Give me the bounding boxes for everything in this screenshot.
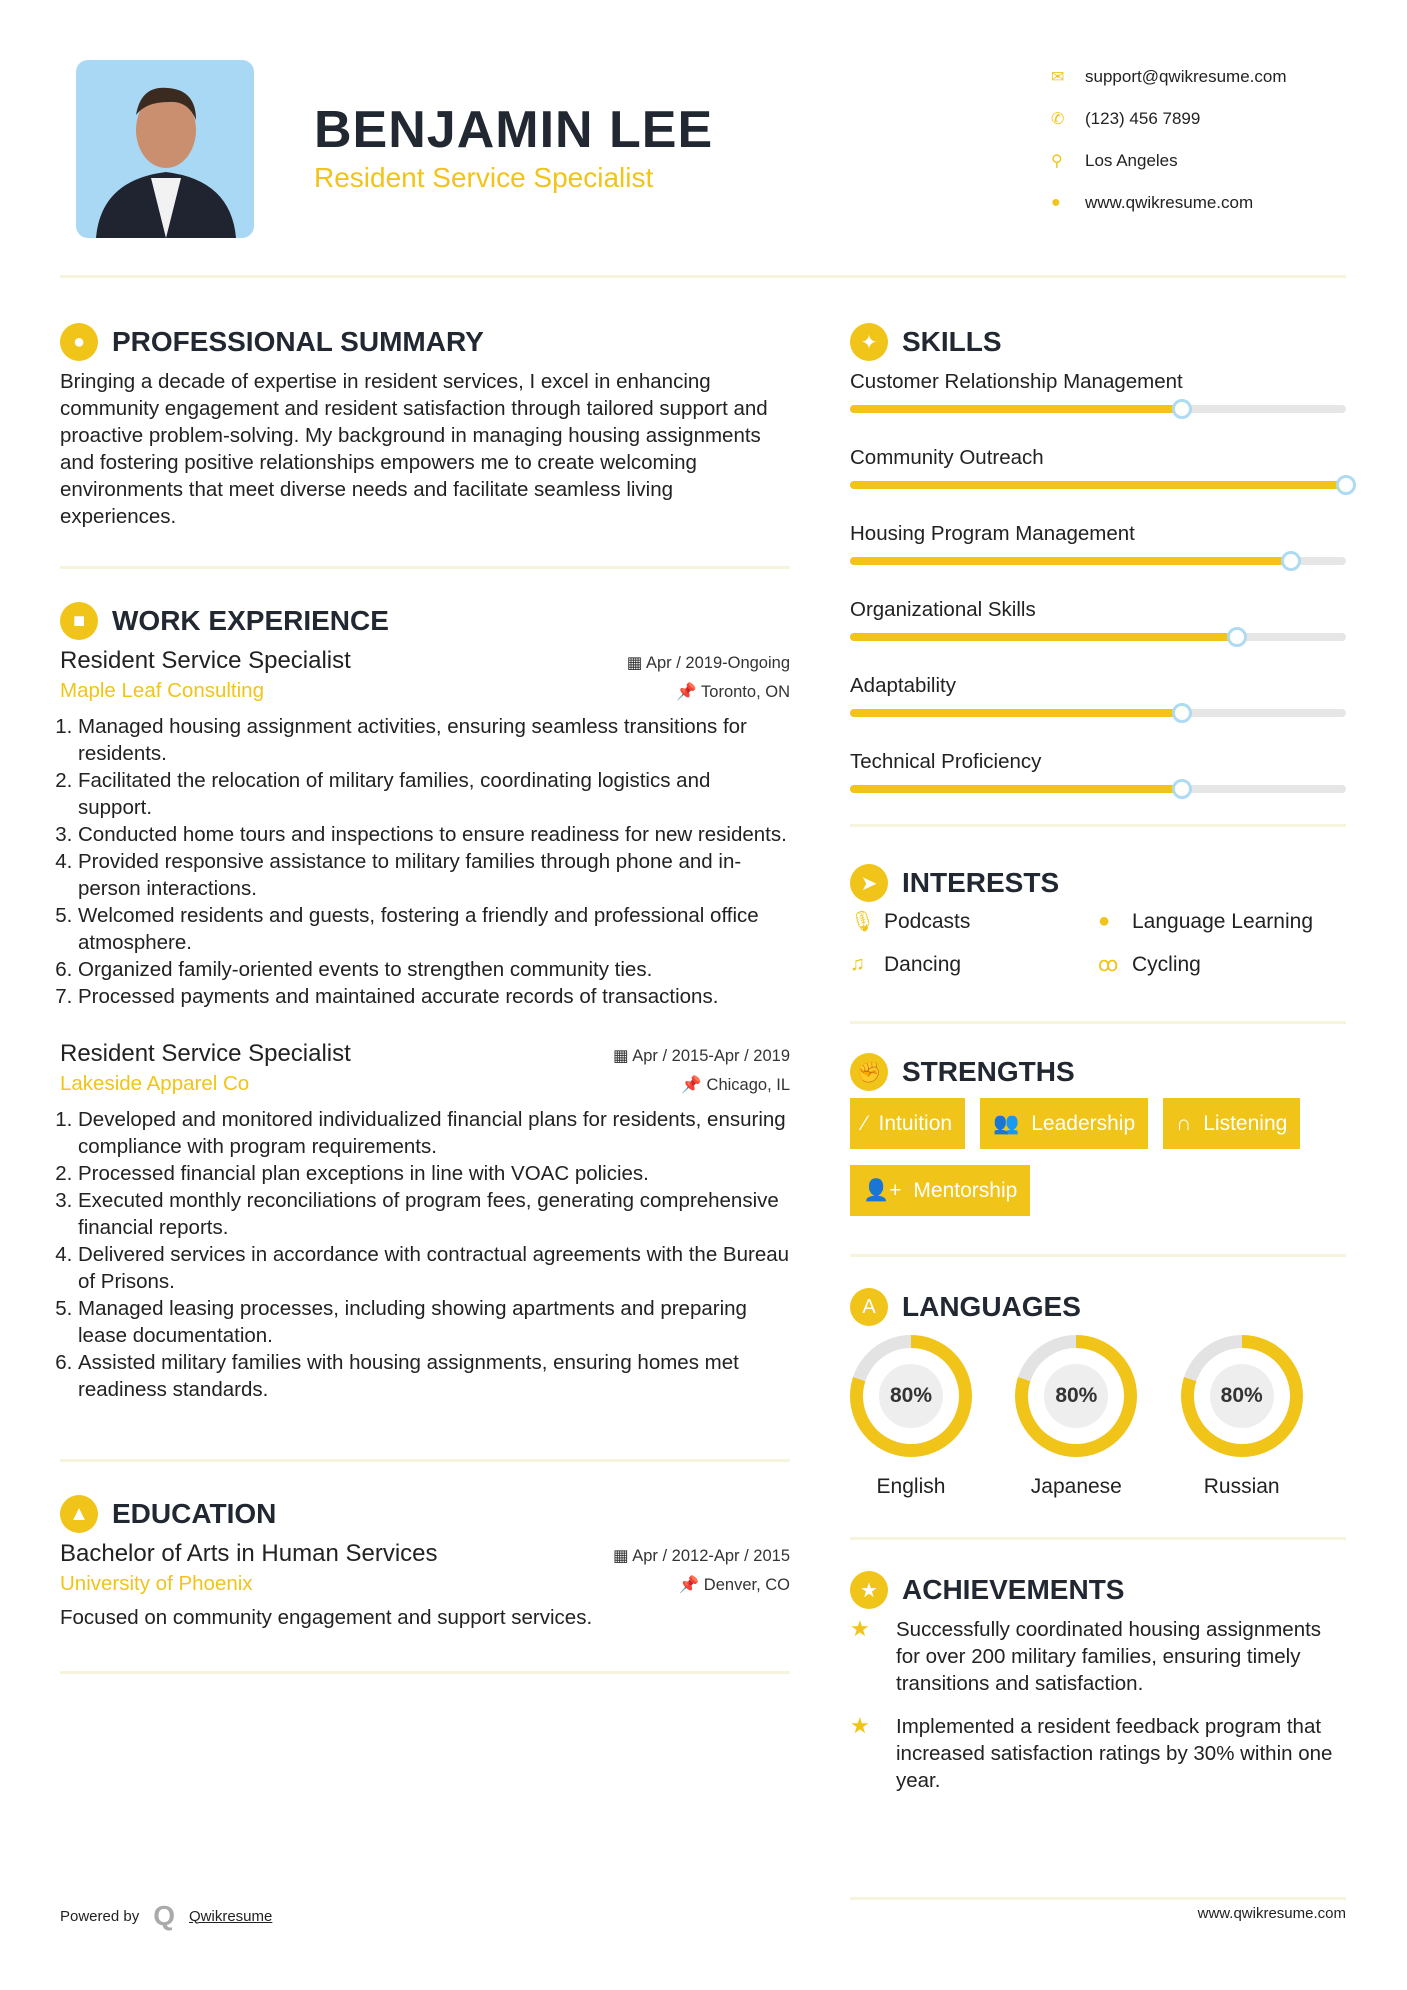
calendar-icon: ▦ (626, 654, 646, 672)
skill-label: Organizational Skills (850, 598, 1036, 621)
strength-chip (850, 1165, 1030, 1216)
calendar-icon: ▦ (612, 1047, 633, 1065)
microphone-icon: 🎙 (850, 911, 876, 933)
language-donut (1015, 1335, 1137, 1457)
header-divider (60, 275, 1346, 278)
list-item: 5. Managed leasing processes, including showing apartments and preparing lease documentation. (78, 1295, 790, 1349)
skill-item (850, 368, 1346, 444)
divider (850, 1254, 1346, 1257)
candidate-name: BENJAMIN LEE (314, 101, 714, 159)
interests-list (850, 909, 1346, 977)
interest-label: Dancing (884, 952, 962, 976)
list-item: 2. Facilitated the relocation of military families, coordinating logistics and support. (78, 767, 790, 821)
achievement-text: Successfully coordinated housing assignments for over 200 military families, ensuring timely transitions and satisfaction. (896, 1618, 1322, 1695)
strength-chip (980, 1098, 1148, 1149)
skill-item (850, 748, 1346, 824)
skill-fill (850, 405, 1182, 413)
star-icon: ★ (850, 1713, 870, 1738)
skill-knob (1172, 399, 1192, 419)
job-date: Apr / 2019-Ongoing (645, 654, 790, 672)
divider (60, 566, 790, 569)
strengths-list (850, 1098, 1346, 1216)
users-icon: 👥 (993, 1111, 1020, 1135)
calendar-icon: ▦ (612, 1547, 633, 1565)
school-name: University of Phoenix (60, 1572, 253, 1595)
list-item: 6. Assisted military families with housing assignments, ensuring homes met readiness standards. (78, 1349, 790, 1403)
phone-icon: ✆ (1051, 111, 1065, 128)
list-item: 1. Developed and monitored individualized financial plans for residents, ensuring compliance with program requirements. (78, 1106, 790, 1160)
qwikresume-link[interactable]: Qwikresume (189, 1907, 273, 1925)
interest-label: Podcasts (884, 909, 971, 933)
music-icon: ♫ (850, 953, 865, 975)
interest-item (1098, 952, 1346, 977)
list-item: 7. Processed payments and maintained accurate records of transactions. (78, 983, 790, 1010)
lightbulb-icon: ✦ (850, 323, 888, 361)
divider (850, 824, 1346, 827)
user-plus-icon: 👤+ (863, 1178, 902, 1202)
work-heading: WORK EXPERIENCE (112, 605, 389, 636)
right-column (850, 320, 1346, 1810)
language-donut (1181, 1335, 1303, 1457)
strength-label: Mentorship (913, 1178, 1018, 1202)
strength-label: Intuition (878, 1111, 953, 1135)
fist-icon: ✊ (850, 1053, 888, 1091)
skill-knob (1281, 551, 1301, 571)
skill-knob (1227, 627, 1247, 647)
languages-list (850, 1335, 1346, 1499)
language-donut (850, 1335, 972, 1457)
footer-divider (850, 1897, 1346, 1900)
skill-label: Technical Proficiency (850, 750, 1042, 773)
contact-location (1051, 140, 1287, 182)
company-name: Maple Leaf Consulting (60, 679, 264, 702)
strength-chip (850, 1098, 965, 1149)
candidate-title: Resident Service Specialist (314, 162, 654, 193)
language-item (1181, 1335, 1346, 1499)
skill-item (850, 520, 1346, 596)
briefcase-icon: ■ (60, 602, 98, 640)
qwikresume-logo-icon: Q (153, 1900, 175, 1931)
list-item: 4. Delivered services in accordance with contractual agreements with the Bureau of Prisons. (78, 1241, 790, 1295)
pin-icon: 📌 (676, 683, 702, 701)
skills-list (850, 368, 1346, 824)
contact-website[interactable] (1051, 182, 1287, 224)
skill-label: Community Outreach (850, 446, 1044, 469)
footer-powered (60, 1900, 272, 1932)
language-item (1015, 1335, 1180, 1499)
education-description: Focused on community engagement and support services. (60, 1606, 593, 1629)
achievement-item (850, 1713, 1346, 1794)
language-percent: 80% (1044, 1364, 1108, 1428)
language-percent: 80% (1210, 1364, 1274, 1428)
job-duties (60, 1106, 790, 1403)
skill-bar (850, 785, 1346, 793)
skill-label: Adaptability (850, 674, 956, 697)
languages-heading: LANGUAGES (902, 1291, 1081, 1322)
strength-label: Listening (1203, 1111, 1288, 1135)
skill-fill (850, 557, 1291, 565)
skill-knob (1336, 475, 1356, 495)
skill-item (850, 596, 1346, 672)
job-duties (60, 713, 790, 1010)
skill-fill (850, 709, 1182, 717)
skill-item (850, 672, 1346, 748)
language-label: Japanese (1030, 1475, 1122, 1498)
divider (850, 1537, 1346, 1540)
interest-item (850, 952, 1098, 977)
strengths-heading: STRENGTHS (902, 1056, 1075, 1087)
list-item: 4. Provided responsive assistance to military families through phone and in-person interactions. (78, 848, 790, 902)
language-label: English (876, 1475, 946, 1498)
email-text: support@qwikresume.com (1085, 67, 1287, 86)
strength-label: Leadership (1031, 1111, 1136, 1135)
job-entry (60, 647, 790, 1010)
education-date: Apr / 2012-Apr / 2015 (632, 1547, 790, 1565)
contact-email[interactable] (1051, 56, 1287, 98)
skill-bar (850, 557, 1346, 565)
skill-fill (850, 633, 1237, 641)
list-item: 2. Processed financial plan exceptions in line with VOAC policies. (78, 1160, 790, 1187)
divider (60, 1671, 790, 1674)
job-location: Toronto, ON (701, 683, 790, 701)
website-text: www.qwikresume.com (1085, 193, 1254, 212)
skill-item (850, 444, 1346, 520)
pin-icon: 📌 (678, 1576, 704, 1594)
summary-text: Bringing a decade of expertise in resident services, I excel in enhancing community engagement and resident satisfaction through tailored support and proactive problem-solving. My background in managing housing assignments and fostering positive relationships empowers me to create welcoming environments that meet diverse needs and facilitate seamless living experiences. (60, 370, 768, 528)
achievement-text: Implemented a resident feedback program that increased satisfaction ratings by 30% within one year. (896, 1715, 1333, 1792)
job-title: Resident Service Specialist (60, 647, 351, 674)
achievements-heading: ACHIEVEMENTS (902, 1574, 1125, 1605)
list-item: 5. Welcomed residents and guests, fostering a friendly and professional office atmosphere. (78, 902, 790, 956)
skill-knob (1172, 779, 1192, 799)
list-item: 1. Managed housing assignment activities, ensuring seamless transitions for residents. (78, 713, 790, 767)
skill-bar (850, 481, 1346, 489)
map-pin-icon: ⚲ (1051, 153, 1063, 170)
globe-icon: ● (1098, 910, 1111, 932)
skill-bar (850, 709, 1346, 717)
skill-fill (850, 481, 1346, 489)
language-percent: 80% (879, 1364, 943, 1428)
degree: Bachelor of Arts in Human Services (60, 1540, 438, 1567)
headphones-icon: ∩ (1176, 1111, 1192, 1135)
paper-plane-icon: ➤ (850, 864, 888, 902)
education-location: Denver, CO (703, 1576, 790, 1594)
skill-bar (850, 633, 1346, 641)
divider (60, 1459, 790, 1462)
envelope-icon: ✉ (1051, 69, 1065, 86)
pin-icon: 📌 (681, 1076, 707, 1094)
translate-icon: A (850, 1288, 888, 1326)
summary-heading: PROFESSIONAL SUMMARY (112, 326, 484, 357)
location-text: Los Angeles (1085, 151, 1178, 170)
list-item: 3. Conducted home tours and inspections to ensure readiness for new residents. (78, 821, 790, 848)
company-name: Lakeside Apparel Co (60, 1072, 250, 1095)
job-location: Chicago, IL (706, 1076, 790, 1094)
phone-text: (123) 456 7899 (1085, 109, 1201, 128)
skill-label: Housing Program Management (850, 522, 1135, 545)
skill-fill (850, 785, 1182, 793)
contact-phone (1051, 98, 1287, 140)
achievement-item (850, 1616, 1346, 1697)
job-entry (60, 1040, 790, 1403)
job-date: Apr / 2015-Apr / 2019 (632, 1047, 790, 1065)
list-item: 3. Executed monthly reconciliations of program fees, generating comprehensive financial reports. (78, 1187, 790, 1241)
powered-by-text: Powered by (60, 1907, 140, 1925)
footer-url[interactable]: www.qwikresume.com (1197, 1905, 1346, 1922)
language-item (850, 1335, 1015, 1499)
star-badge-icon: ★ (850, 1571, 888, 1609)
divider (850, 1021, 1346, 1024)
left-column (60, 320, 790, 1674)
globe-icon: ● (1051, 194, 1061, 211)
interests-heading: INTERESTS (902, 867, 1060, 898)
skill-bar (850, 405, 1346, 413)
skills-heading: SKILLS (902, 326, 1002, 357)
contact-list (1051, 56, 1287, 224)
interest-item (1098, 909, 1346, 934)
interest-item (850, 909, 1098, 934)
magic-wand-icon: ⁄ (863, 1111, 867, 1135)
job-title: Resident Service Specialist (60, 1040, 351, 1067)
star-icon: ★ (850, 1616, 870, 1641)
skill-knob (1172, 703, 1192, 723)
graduation-cap-icon: ▲ (60, 1495, 98, 1533)
interest-label: Cycling (1132, 952, 1201, 976)
education-heading: EDUCATION (112, 1498, 277, 1529)
skill-label: Customer Relationship Management (850, 370, 1183, 393)
strength-chip (1163, 1098, 1300, 1149)
interest-label: Language Learning (1132, 909, 1314, 933)
list-item: 6. Organized family-oriented events to strengthen community ties. (78, 956, 790, 983)
user-icon: ● (60, 323, 98, 361)
profile-photo (76, 60, 254, 238)
bicycle-icon: ꝏ (1098, 954, 1119, 976)
language-label: Russian (1203, 1475, 1280, 1498)
